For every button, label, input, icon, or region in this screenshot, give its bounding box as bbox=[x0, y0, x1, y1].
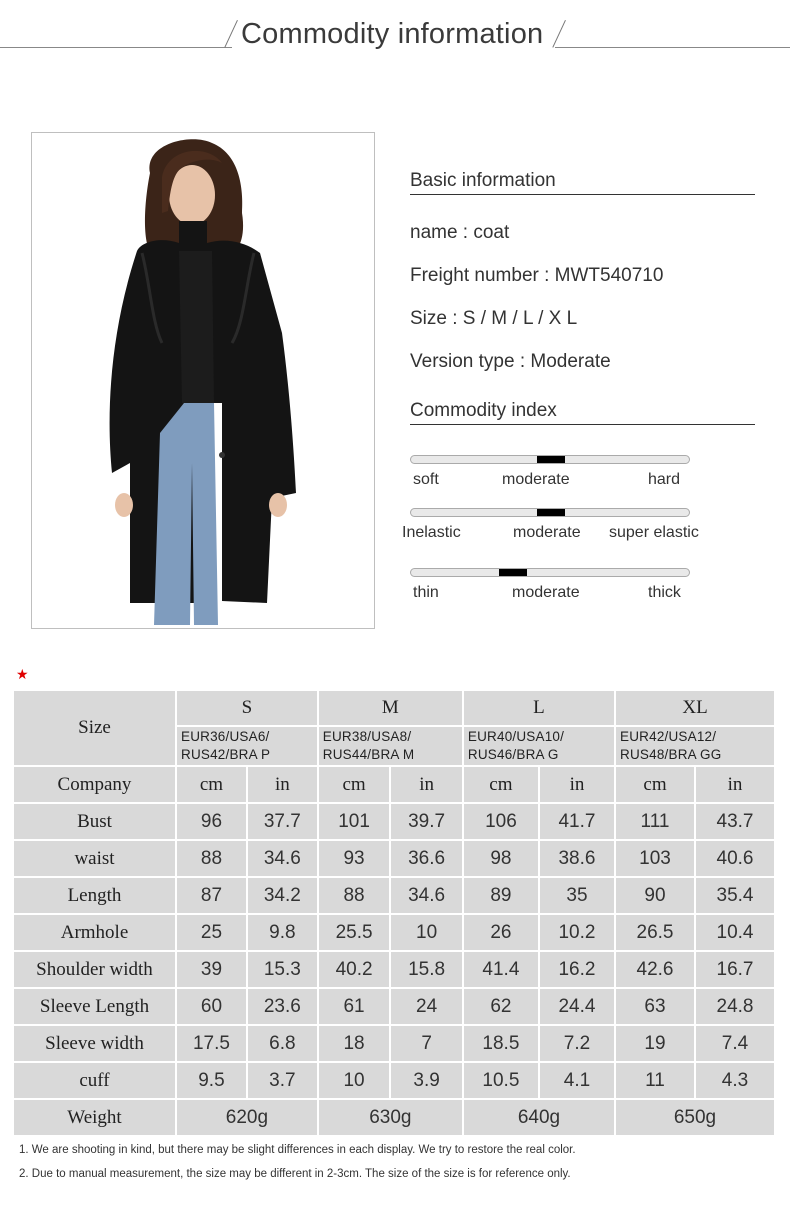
thickness-knob bbox=[499, 569, 527, 576]
size-s-conv-line1: EUR36/USA6/ bbox=[181, 729, 270, 744]
table-cell: 19 bbox=[615, 1025, 695, 1062]
size-s-conv-line2: RUS42/BRA P bbox=[181, 747, 271, 762]
table-cell: 90 bbox=[615, 877, 695, 914]
table-cell: 4.3 bbox=[695, 1062, 775, 1099]
size-xl-conv-line2: RUS48/BRA GG bbox=[620, 747, 722, 762]
table-row bbox=[13, 914, 775, 951]
table-cell: 41.4 bbox=[463, 951, 539, 988]
table-cell: 35 bbox=[539, 877, 615, 914]
table-cell: 87 bbox=[176, 877, 247, 914]
table-units-row bbox=[13, 766, 775, 803]
header-slash-right bbox=[552, 20, 566, 48]
header-slash-left bbox=[224, 20, 238, 48]
unit-cm: cm bbox=[463, 766, 539, 803]
table-cell: 34.6 bbox=[390, 877, 463, 914]
row-label: Length bbox=[13, 877, 176, 914]
basic-info-title: Basic information bbox=[410, 170, 556, 191]
table-cell: 10 bbox=[318, 1062, 391, 1099]
elasticity-label-mid: moderate bbox=[513, 524, 581, 541]
table-row bbox=[13, 803, 775, 840]
unit-in: in bbox=[390, 766, 463, 803]
size-table bbox=[12, 689, 776, 1137]
size-m-conv-line1: EUR38/USA8/ bbox=[322, 729, 412, 744]
table-cell: 7.2 bbox=[539, 1025, 615, 1062]
table-cell: 34.6 bbox=[247, 840, 318, 877]
table-cell: 103 bbox=[615, 840, 695, 877]
table-cell: 24 bbox=[390, 988, 463, 1025]
table-cell: 25 bbox=[176, 914, 247, 951]
info-version-type: Version type : Moderate bbox=[410, 351, 611, 372]
table-cell: 16.2 bbox=[539, 951, 615, 988]
table-cell: 10.2 bbox=[539, 914, 615, 951]
elasticity-slider bbox=[410, 508, 690, 517]
info-freight-number: Freight number : MWT540710 bbox=[410, 265, 664, 286]
row-label: Sleeve width bbox=[13, 1025, 176, 1062]
table-cell: 40.2 bbox=[318, 951, 391, 988]
table-cell: 34.2 bbox=[247, 877, 318, 914]
row-label: Sleeve Length bbox=[13, 988, 176, 1025]
table-cell: 39.7 bbox=[390, 803, 463, 840]
size-l-conv-line2: RUS46/BRA G bbox=[467, 747, 559, 762]
info-name: name : coat bbox=[410, 222, 510, 243]
table-header-row bbox=[13, 690, 775, 726]
table-cell: 37.7 bbox=[247, 803, 318, 840]
table-cell: 26.5 bbox=[615, 914, 695, 951]
page-title: Commodity information bbox=[241, 18, 544, 50]
weight-l: 640g bbox=[463, 1099, 615, 1136]
table-cell: 23.6 bbox=[247, 988, 318, 1025]
star-icon: ★ bbox=[16, 666, 29, 682]
note-color: 1. We are shooting in kind, but there may be slight differences in each display. We try to restore the real color. bbox=[19, 1144, 576, 1156]
unit-in: in bbox=[695, 766, 775, 803]
table-cell: 25.5 bbox=[318, 914, 391, 951]
unit-in: in bbox=[247, 766, 318, 803]
table-cell: 39 bbox=[176, 951, 247, 988]
size-header-label: Size bbox=[13, 690, 176, 766]
table-row bbox=[13, 1025, 775, 1062]
size-m-conversion bbox=[318, 726, 463, 766]
table-row bbox=[13, 840, 775, 877]
table-cell: 62 bbox=[463, 988, 539, 1025]
note-measurement: 2. Due to manual measurement, the size may be different in 2-3cm. The size of the size is for reference only. bbox=[19, 1168, 571, 1180]
table-cell: 24.8 bbox=[695, 988, 775, 1025]
table-cell: 24.4 bbox=[539, 988, 615, 1025]
unit-cm: cm bbox=[615, 766, 695, 803]
table-cell: 40.6 bbox=[695, 840, 775, 877]
weight-label: Weight bbox=[13, 1099, 176, 1136]
table-cell: 18 bbox=[318, 1025, 391, 1062]
table-cell: 16.7 bbox=[695, 951, 775, 988]
thickness-label-min: thin bbox=[413, 584, 439, 601]
table-cell: 11 bbox=[615, 1062, 695, 1099]
table-cell: 63 bbox=[615, 988, 695, 1025]
info-size: Size : S / M / L / X L bbox=[410, 308, 578, 329]
table-cell: 43.7 bbox=[695, 803, 775, 840]
row-label: Armhole bbox=[13, 914, 176, 951]
table-cell: 7 bbox=[390, 1025, 463, 1062]
product-photo bbox=[31, 132, 375, 629]
table-row bbox=[13, 1062, 775, 1099]
table-cell: 98 bbox=[463, 840, 539, 877]
size-s-header: S bbox=[176, 690, 318, 726]
table-cell: 88 bbox=[318, 877, 391, 914]
thickness-label-mid: moderate bbox=[512, 584, 580, 601]
table-cell: 7.4 bbox=[695, 1025, 775, 1062]
table-cell: 93 bbox=[318, 840, 391, 877]
table-cell: 9.8 bbox=[247, 914, 318, 951]
commodity-index-rule bbox=[410, 424, 755, 425]
table-cell: 10.4 bbox=[695, 914, 775, 951]
table-cell: 9.5 bbox=[176, 1062, 247, 1099]
table-cell: 17.5 bbox=[176, 1025, 247, 1062]
size-xl-conv-line1: EUR42/USA12/ bbox=[620, 729, 717, 744]
table-cell: 96 bbox=[176, 803, 247, 840]
row-label: cuff bbox=[13, 1062, 176, 1099]
size-xl-header: XL bbox=[615, 690, 775, 726]
unit-in: in bbox=[539, 766, 615, 803]
basic-info-rule bbox=[410, 194, 755, 195]
table-cell: 15.3 bbox=[247, 951, 318, 988]
elasticity-label-max: super elastic bbox=[609, 524, 699, 541]
table-cell: 88 bbox=[176, 840, 247, 877]
table-cell: 3.7 bbox=[247, 1062, 318, 1099]
size-l-conv-line1: EUR40/USA10/ bbox=[467, 729, 565, 744]
table-cell: 36.6 bbox=[390, 840, 463, 877]
elasticity-label-min: Inelastic bbox=[402, 524, 461, 541]
softness-slider bbox=[410, 455, 690, 464]
table-row bbox=[13, 951, 775, 988]
size-s-conversion bbox=[176, 726, 318, 766]
row-label: waist bbox=[13, 840, 176, 877]
thickness-slider bbox=[410, 568, 690, 577]
softness-label-max: hard bbox=[648, 471, 681, 488]
header-rule-right bbox=[555, 47, 790, 48]
table-cell: 111 bbox=[615, 803, 695, 840]
size-l-header: L bbox=[463, 690, 615, 726]
company-label: Company bbox=[13, 766, 176, 803]
weight-m: 630g bbox=[318, 1099, 463, 1136]
table-row bbox=[13, 877, 775, 914]
row-label: Shoulder width bbox=[13, 951, 176, 988]
weight-s: 620g bbox=[176, 1099, 318, 1136]
softness-label-min: soft bbox=[413, 471, 439, 488]
table-cell: 10 bbox=[390, 914, 463, 951]
softness-knob bbox=[537, 456, 565, 463]
commodity-index-title: Commodity index bbox=[410, 400, 557, 421]
table-row bbox=[13, 988, 775, 1025]
table-cell: 101 bbox=[318, 803, 391, 840]
row-label: Bust bbox=[13, 803, 176, 840]
table-cell: 60 bbox=[176, 988, 247, 1025]
unit-cm: cm bbox=[318, 766, 391, 803]
table-cell: 15.8 bbox=[390, 951, 463, 988]
elasticity-knob bbox=[537, 509, 565, 516]
table-cell: 41.7 bbox=[539, 803, 615, 840]
header-rule-left bbox=[0, 47, 232, 48]
table-cell: 6.8 bbox=[247, 1025, 318, 1062]
table-cell: 106 bbox=[463, 803, 539, 840]
table-cell: 18.5 bbox=[463, 1025, 539, 1062]
table-cell: 89 bbox=[463, 877, 539, 914]
table-cell: 42.6 bbox=[615, 951, 695, 988]
weight-xl: 650g bbox=[615, 1099, 775, 1136]
softness-label-mid: moderate bbox=[502, 471, 570, 488]
table-cell: 3.9 bbox=[390, 1062, 463, 1099]
table-cell: 10.5 bbox=[463, 1062, 539, 1099]
size-m-header: M bbox=[318, 690, 463, 726]
size-m-conv-line2: RUS44/BRA M bbox=[322, 747, 415, 762]
thickness-label-max: thick bbox=[648, 584, 681, 601]
table-cell: 61 bbox=[318, 988, 391, 1025]
table-weight-row bbox=[13, 1099, 775, 1136]
table-cell: 38.6 bbox=[539, 840, 615, 877]
table-cell: 4.1 bbox=[539, 1062, 615, 1099]
measurement-rows bbox=[13, 803, 775, 1099]
size-l-conversion bbox=[463, 726, 615, 766]
size-xl-conversion bbox=[615, 726, 775, 766]
table-cell: 26 bbox=[463, 914, 539, 951]
unit-cm: cm bbox=[176, 766, 247, 803]
table-cell: 35.4 bbox=[695, 877, 775, 914]
